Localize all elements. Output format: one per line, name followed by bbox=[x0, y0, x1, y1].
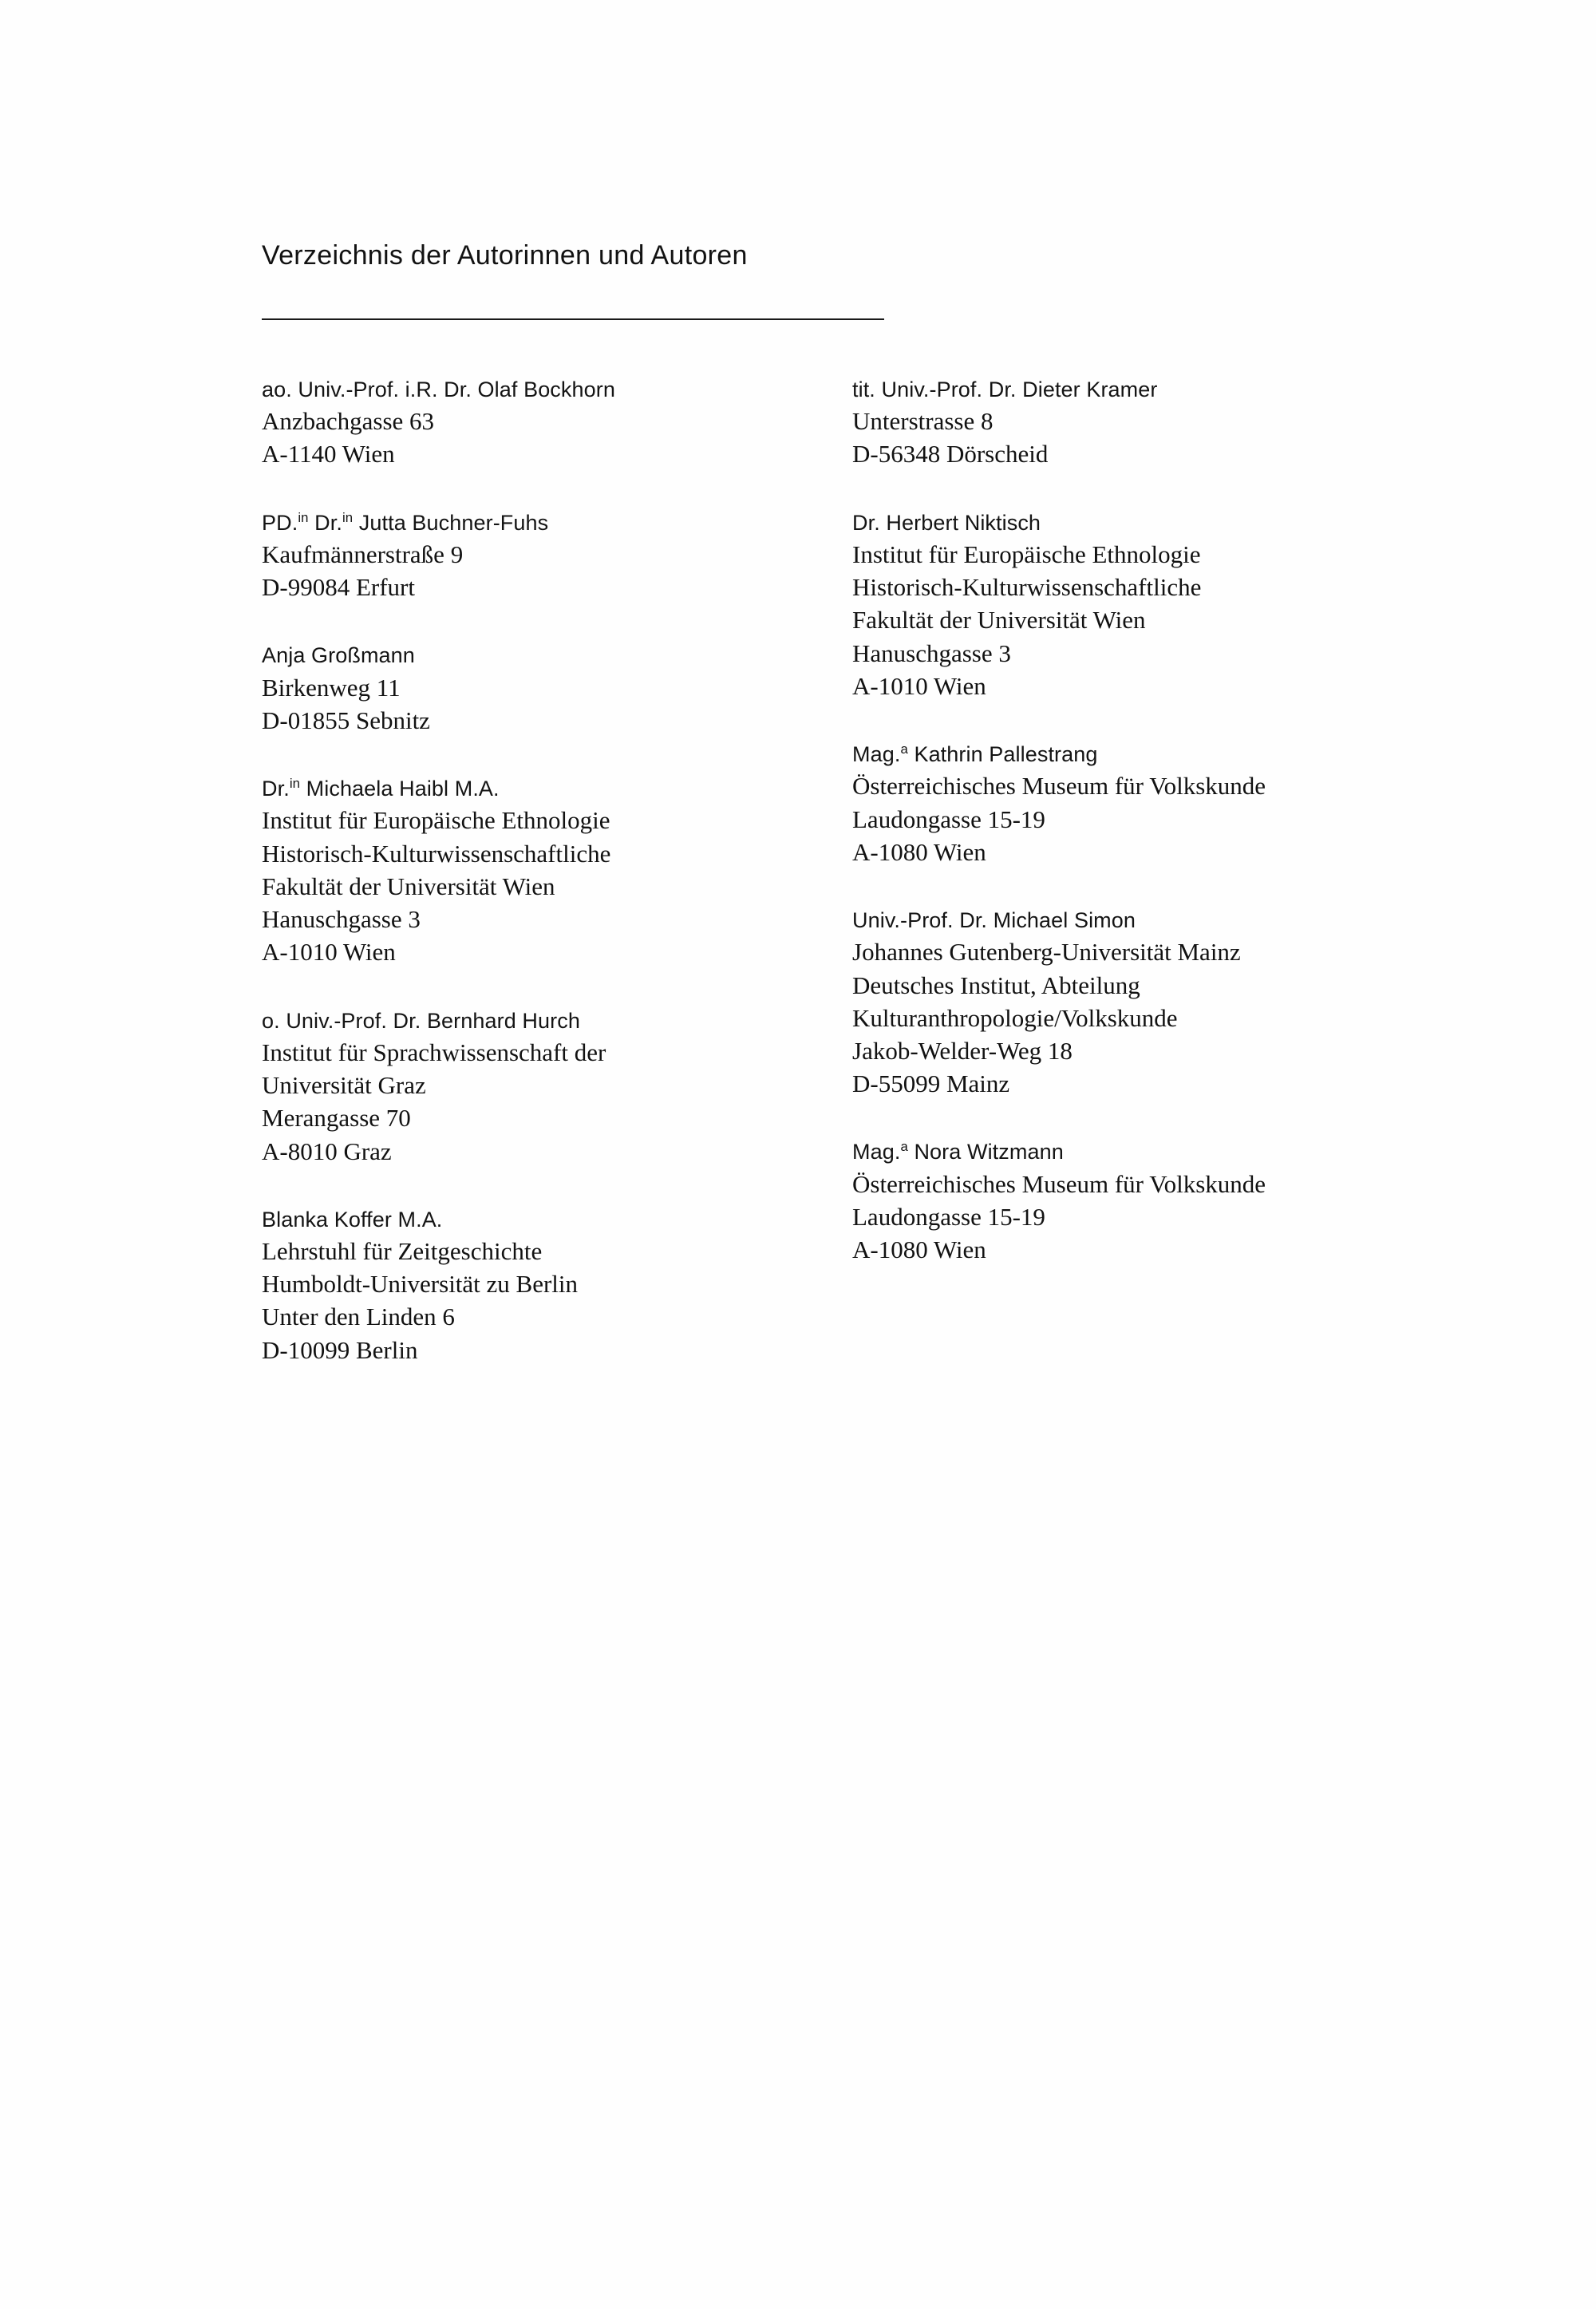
author-name: Dr.$^{in}$ Michaela Haibl M.A. bbox=[262, 776, 500, 801]
address-line: Birkenweg 11 bbox=[262, 673, 401, 702]
address-line: Anzbachgasse 63 bbox=[262, 407, 435, 436]
author-entry bbox=[262, 1006, 852, 1168]
author-address bbox=[852, 405, 1443, 470]
address-line: A-1010 Wien bbox=[852, 671, 986, 700]
author-entry bbox=[262, 773, 852, 968]
address-line: A-1080 Wien bbox=[852, 837, 986, 866]
address-line: Universität Graz bbox=[262, 1071, 426, 1100]
address-line: Historisch-Kulturwissenschaftliche bbox=[852, 573, 1202, 602]
author-name: tit. Univ.-Prof. Dr. Dieter Kramer bbox=[852, 377, 1158, 401]
address-line: A-1140 Wien bbox=[262, 440, 395, 469]
author-address bbox=[262, 538, 852, 603]
address-line: Merangasse 70 bbox=[262, 1104, 411, 1133]
author-address bbox=[262, 804, 852, 968]
author-name: Anja Großmann bbox=[262, 643, 415, 668]
author-name: Mag.$^a$ Kathrin Pallestrang bbox=[852, 741, 1098, 766]
address-line: Laudongasse 15-19 bbox=[852, 1202, 1045, 1231]
author-column-left bbox=[262, 374, 852, 1403]
address-line: Institut für Europäische Ethnologie bbox=[852, 540, 1201, 568]
address-line: A-8010 Graz bbox=[262, 1137, 392, 1165]
address-line: Institut für Sprachwissenschaft der bbox=[262, 1038, 606, 1066]
title-divider bbox=[262, 318, 884, 320]
author-address bbox=[852, 538, 1443, 702]
address-line: Jakob-Welder-Weg 18 bbox=[852, 1036, 1073, 1065]
author-entry bbox=[852, 508, 1443, 702]
address-line: Lehrstuhl für Zeitgeschichte bbox=[262, 1237, 543, 1266]
address-line: Hanuschgasse 3 bbox=[852, 639, 1011, 667]
author-columns bbox=[262, 374, 1395, 1403]
author-address bbox=[852, 935, 1443, 1100]
author-entry bbox=[262, 640, 852, 737]
address-line: Institut für Europäische Ethnologie bbox=[262, 806, 610, 835]
author-entry bbox=[852, 1137, 1443, 1266]
author-name: Blanka Koffer M.A. bbox=[262, 1207, 443, 1232]
author-entry bbox=[852, 374, 1443, 471]
address-line: A-1010 Wien bbox=[262, 938, 396, 967]
address-line: Fakultät der Universität Wien bbox=[262, 872, 555, 900]
author-address bbox=[852, 769, 1443, 868]
address-line: Humboldt-Universität zu Berlin bbox=[262, 1270, 579, 1299]
address-line: D-99084 Erfurt bbox=[262, 573, 415, 602]
author-entry bbox=[262, 1204, 852, 1366]
address-line: Kaufmännerstraße 9 bbox=[262, 540, 464, 568]
author-address bbox=[852, 1168, 1443, 1267]
author-address bbox=[262, 1036, 852, 1168]
author-address bbox=[262, 1235, 852, 1366]
page-content bbox=[262, 239, 1395, 1403]
author-name: Dr. Herbert Niktisch bbox=[852, 510, 1041, 535]
address-line: Historisch-Kulturwissenschaftliche bbox=[262, 839, 611, 868]
author-name: Univ.-Prof. Dr. Michael Simon bbox=[852, 907, 1136, 932]
address-line: D-01855 Sebnitz bbox=[262, 706, 430, 734]
author-name: ao. Univ.-Prof. i.R. Dr. Olaf Bockhorn bbox=[262, 377, 615, 401]
author-name: o. Univ.-Prof. Dr. Bernhard Hurch bbox=[262, 1008, 580, 1033]
author-column-right bbox=[852, 374, 1443, 1403]
author-entry bbox=[262, 374, 852, 471]
address-line: Deutsches Institut, Abteilung bbox=[852, 971, 1140, 999]
address-line: Österreichisches Museum für Volkskunde bbox=[852, 1169, 1266, 1198]
address-line: Unterstrasse 8 bbox=[852, 407, 994, 436]
page-title: Verzeichnis der Autorinnen und Autoren bbox=[262, 240, 748, 271]
address-line: Laudongasse 15-19 bbox=[852, 805, 1045, 833]
author-address bbox=[262, 405, 852, 470]
address-line: Johannes Gutenberg-Universität Mainz bbox=[852, 938, 1241, 967]
author-entry bbox=[262, 508, 852, 604]
author-address bbox=[262, 671, 852, 737]
address-line: Fakultät der Universität Wien bbox=[852, 606, 1146, 635]
address-line: D-55099 Mainz bbox=[852, 1069, 1010, 1098]
address-line: D-10099 Berlin bbox=[262, 1335, 418, 1364]
address-line: Kulturanthropologie/Volkskunde bbox=[852, 1003, 1178, 1032]
address-line: Unter den Linden 6 bbox=[262, 1303, 455, 1331]
address-line: A-1080 Wien bbox=[852, 1236, 986, 1264]
address-line: Österreichisches Museum für Volkskunde bbox=[852, 772, 1266, 801]
author-name: PD.$^{in}$ Dr.$^{in}$ Jutta Buchner-Fuhs bbox=[262, 509, 549, 535]
author-name: Mag.$^a$ Nora Witzmann bbox=[852, 1139, 1064, 1164]
address-line: Hanuschgasse 3 bbox=[262, 905, 421, 934]
author-entry bbox=[852, 739, 1443, 868]
author-entry bbox=[852, 905, 1443, 1100]
address-line: D-56348 Dörscheid bbox=[852, 440, 1049, 469]
